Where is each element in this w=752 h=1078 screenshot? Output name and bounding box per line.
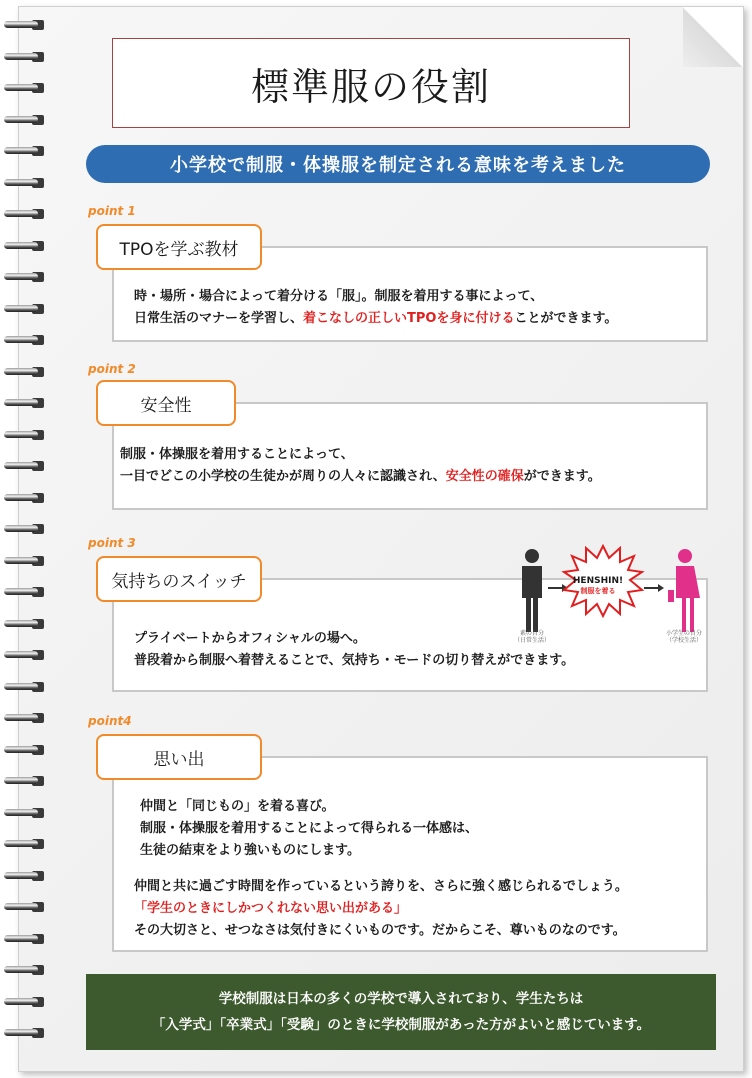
point-label-3: 気持ちのスイッチ	[96, 556, 262, 602]
spiral-ring	[4, 459, 44, 473]
point-tag-4: point4	[88, 714, 132, 728]
spiral-ring	[4, 302, 44, 316]
spiral-ring	[4, 144, 44, 158]
point-2-line-1: 制服・体操服を着用することによって、	[120, 447, 354, 462]
spiral-ring	[4, 774, 44, 788]
spiral-ring	[4, 491, 44, 505]
point-4-line-6: その大切さと、せつなさは気付きにくいものです。だからこそ、尊いものなのです。	[134, 923, 626, 938]
summary-box	[86, 974, 716, 1050]
banner-text: 小学校で制服・体操服を制定される意味を考えました	[170, 155, 626, 176]
spiral-ring	[4, 270, 44, 284]
point-4-line-2: 制服・体操服を着用することによって得られる一体感は、	[140, 821, 479, 836]
spiral-ring	[4, 932, 44, 946]
point-label-1: TPOを学ぶ教材	[96, 224, 262, 270]
burst-sub: 制服を着る	[580, 587, 616, 595]
spiral-ring	[4, 680, 44, 694]
point-3-line-2: 普段着から制服へ着替えることで、気持ち・モードの切り替えができます。	[134, 653, 575, 668]
burst-label	[568, 576, 628, 596]
point-3-line-1: プライベートからオフィシャルの場へ。	[134, 631, 366, 646]
spiral-ring	[4, 333, 44, 347]
point-4-line-1: 仲間と「同じもの」を着る喜び。	[140, 799, 335, 814]
spiral-ring	[4, 711, 44, 725]
spiral-binding	[0, 18, 56, 1058]
spiral-ring	[4, 113, 44, 127]
spiral-ring	[4, 50, 44, 64]
spiral-ring	[4, 617, 44, 631]
left-figure-caption: 素の自分 （日常生活）	[513, 630, 550, 644]
spiral-ring	[4, 396, 44, 410]
spiral-ring	[4, 869, 44, 883]
point-tag-2: point 2	[88, 362, 136, 376]
spiral-ring	[4, 18, 44, 32]
spiral-ring	[4, 207, 44, 221]
right-figure-caption: 小学生の自分 （学校生活）	[665, 630, 702, 644]
spiral-ring	[4, 585, 44, 599]
point-label-2: 安全性	[96, 380, 236, 426]
point-tag-1: point 1	[88, 204, 136, 218]
spiral-ring	[4, 1026, 44, 1040]
page-title: 標準服の役割	[250, 64, 491, 109]
page-curl	[683, 7, 743, 67]
spiral-ring	[4, 365, 44, 379]
point-1-line-1: 時・場所・場合によって着分ける「服」。制服を着用する事によって、	[134, 289, 544, 304]
point-2-text	[120, 444, 601, 488]
burst-title: HENSHIN!	[572, 576, 624, 586]
spiral-ring	[4, 743, 44, 757]
arrow-right-icon	[644, 584, 664, 592]
title-box	[112, 38, 630, 128]
spiral-ring	[4, 900, 44, 914]
point-4-emphasis: 「学生のときにしかつくれない思い出がある」	[134, 901, 408, 916]
point-1-emphasis: 着こなしの正しいTPOを身に付ける	[303, 311, 515, 326]
point-tag-3: point 3	[88, 536, 136, 550]
spiral-ring	[4, 176, 44, 190]
person-silhouette-icon	[522, 549, 542, 632]
point-4-text-a	[140, 796, 478, 862]
point-4-text-b	[134, 876, 628, 942]
spiral-ring	[4, 239, 44, 253]
spiral-ring	[4, 806, 44, 820]
summary-line-1: 学校制服は日本の多くの学校で導入されており、学生たちは	[218, 991, 584, 1007]
spiral-ring	[4, 837, 44, 851]
schoolgirl-silhouette-icon	[668, 549, 700, 632]
spiral-ring	[4, 522, 44, 536]
spiral-ring	[4, 963, 44, 977]
summary-line-2: 「入学式」「卒業式」「受験」のときに学校制服があった方がよいと感じています。	[151, 1017, 651, 1033]
point-2-emphasis: 安全性の確保	[445, 469, 524, 484]
point-1-text	[134, 286, 617, 330]
spiral-ring	[4, 648, 44, 662]
spiral-ring	[4, 428, 44, 442]
subtitle-banner	[86, 145, 710, 183]
spiral-ring	[4, 81, 44, 95]
spiral-ring	[4, 554, 44, 568]
point-4-line-3: 生徒の結束をより強いものにします。	[140, 843, 360, 858]
point-2-line-2: 一目でどこの小学校の生徒かが周りの人々に認識され、安全性の確保ができます。	[120, 469, 601, 484]
point-label-4: 思い出	[96, 734, 262, 780]
point-1-line-2: 日常生活のマナーを学習し、着こなしの正しいTPOを身に付けることができます。	[134, 311, 618, 326]
spiral-ring	[4, 995, 44, 1009]
point-4-line-4: 仲間と共に過ごす時間を作っているという誇りを、さらに強く感じられるでしょう。	[134, 879, 628, 894]
